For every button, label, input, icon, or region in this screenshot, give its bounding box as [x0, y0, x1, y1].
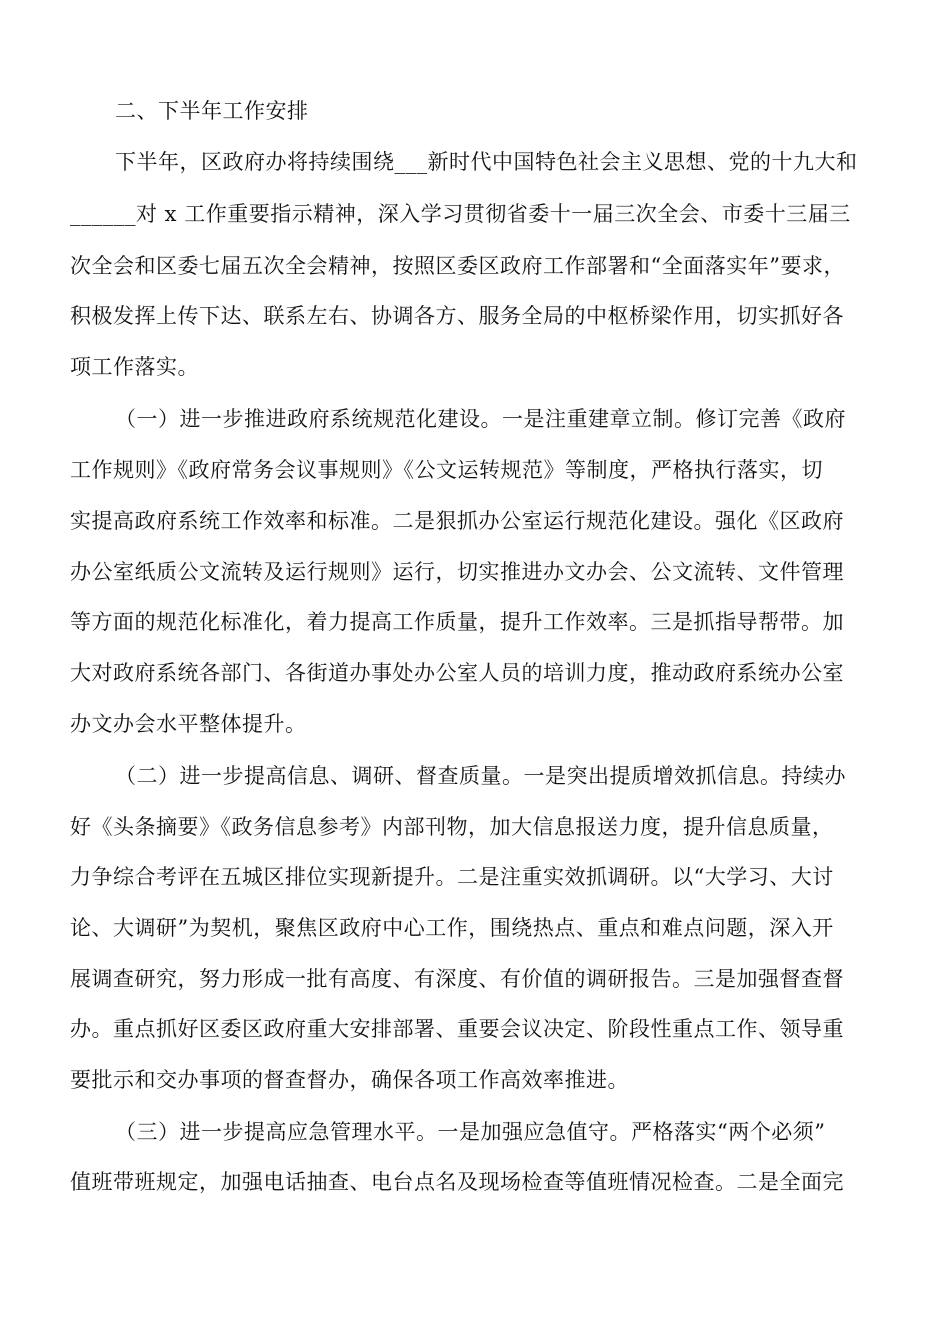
text-line: 下半年，区政府办将持续围绕___新时代中国特色社会主义思想、党的十九大和 — [115, 150, 858, 174]
text-line: 办。重点抓好区委区政府重大安排部署、重要会议决定、阶段性重点工作、领导重 — [70, 1017, 844, 1041]
text-line: 论、大调研”为契机，聚焦区政府中心工作，围绕热点、重点和难点问题，深入开 — [70, 916, 834, 940]
text-line: 力争综合考评在五城区排位实现新提升。二是注重实效抓调研。以“大学习、大讨 — [70, 865, 834, 889]
text-line: 次全会和区委七届五次全会精神，按照区委区政府工作部署和“全面落实年”要求， — [70, 254, 845, 278]
text-line: 展调查研究，努力形成一批有高度、有深度、有价值的调研报告。三是加强督查督 — [70, 967, 844, 991]
text-line: 大对政府系统各部门、各街道办事处办公室人员的培训力度，推动政府系统办公室 — [70, 661, 844, 685]
text-line: 办文办会水平整体提升。 — [70, 712, 307, 736]
text-line: 项工作落实。 — [70, 355, 199, 379]
text-line: （三）进一步提高应急管理水平。一是加强应急值守。严格落实“两个必须” — [115, 1120, 826, 1144]
text-line: 要批示和交办事项的督查督办，确保各项工作高效率推进。 — [70, 1068, 629, 1092]
text-line: 办公室纸质公文流转及运行规则》运行，切实推进办文办会、公文流转、文件管理 — [70, 560, 844, 584]
text-line: 等方面的规范化标准化，着力提高工作质量，提升工作效率。三是抓指导帮带。加 — [70, 610, 844, 634]
text-line: （一）进一步推进政府系统规范化建设。一是注重建章立制。修订完善《政府 — [115, 407, 846, 431]
text-line: 实提高政府系统工作效率和标准。二是狠抓办公室运行规范化建设。强化《区政府 — [70, 509, 844, 533]
text-line: 工作规则》《政府常务会议事规则》《公文运转规范》等制度，严格执行落实，切 — [70, 458, 823, 482]
text-line: 积极发挥上传下达、联系左右、协调各方、服务全局的中枢桥梁作用，切实抓好各 — [70, 304, 844, 328]
text-line: 好《头条摘要》《政务信息参考》内部刊物，加大信息报送力度，提升信息质量， — [70, 815, 834, 839]
text-line: ______对 x 工作重要指示精神，深入学习贯彻省委十一届三次全会、市委十三届三 — [70, 202, 851, 226]
text-line: 值班带班规定，加强电话抽查、电台点名及现场检查等值班情况检查。二是全面完 — [70, 1170, 844, 1194]
section-heading: 二、下半年工作安排 — [115, 99, 309, 123]
text-line: （二）进一步提高信息、调研、督查质量。一是突出提质增效抓信息。持续办 — [115, 764, 846, 788]
